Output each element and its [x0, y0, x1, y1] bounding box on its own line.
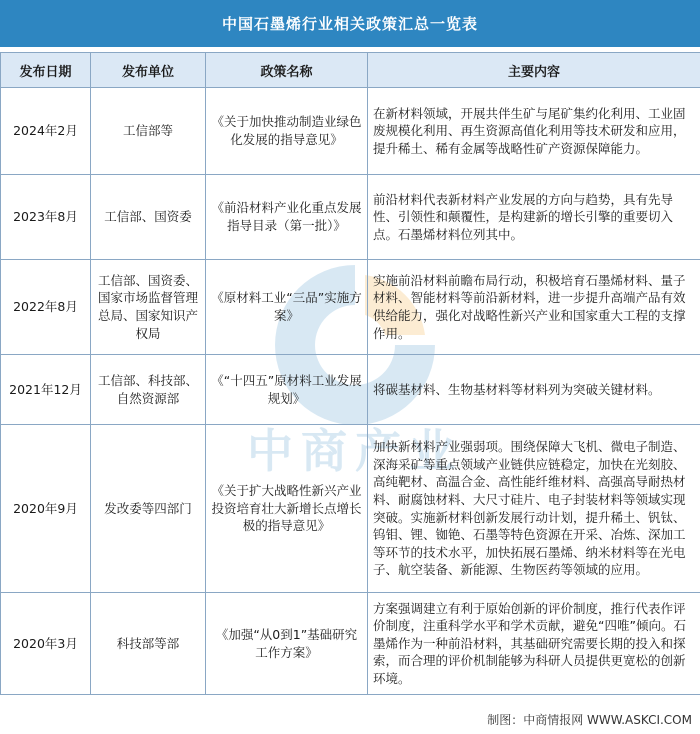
row-date: 2022年8月 [1, 260, 91, 355]
row-content: 加快新材料产业强弱项。围绕保障大飞机、微电子制造、深海采矿等重点领域产业链供应链稳定，加快在光刻胶、高纯靶材、高温合金、高性能纤维材料、高强高导耐热材料、耐腐蚀材料、大尺寸硅片、电子封装材料等领域实现突破。实施新材料创新发展行动计划，提升稀土、钒钛、钨钼、锂、铷铯、石墨等特色资源在开采、冶炼、深加工等环节的技术水平，加快拓展石墨烯、纳米材料等在光电子、航空装备、新能源、生物医药等领域的应用。 [368, 425, 700, 593]
row-content: 在新材料领域，开展共伴生矿与尾矿集约化利用、工业固废规模化利用、再生资源高值化利用等技术研发和应用，提升稀土、稀有金属等战略性矿产资源保障能力。 [368, 88, 700, 175]
row-policy-name: 《关于扩大战略性新兴产业投资培育壮大新增长点增长极的指导意见》 [206, 425, 368, 593]
row-unit: 科技部等部 [91, 593, 206, 695]
row-unit: 工信部、科技部、自然资源部 [91, 355, 206, 425]
watermark-text: 中商产业 [247, 424, 463, 478]
row-date: 2020年3月 [1, 593, 91, 695]
header-date: 发布日期 [1, 53, 91, 88]
header-unit: 发布单位 [91, 53, 206, 88]
row-content: 将碳基材料、生物基材料等材料列为突破关键材料。 [368, 355, 700, 425]
table-row [1, 175, 700, 260]
table-row [1, 593, 700, 695]
row-unit: 工信部等 [91, 88, 206, 175]
row-unit: 工信部、国资委 [91, 175, 206, 260]
row-date: 2021年12月 [1, 355, 91, 425]
header-content: 主要内容 [368, 53, 700, 88]
row-date: 2020年9月 [1, 425, 91, 593]
row-content: 实施前沿材料前瞻布局行动，积极培育石墨烯材料、量子材料、智能材料等前沿新材料，进一步提升高端产品有效供给能力，强化对战略性新兴产业和国家重大工程的支撑作用。 [368, 260, 700, 355]
footer-credit: 制图：中商情报网 WWW.ASKCI.COM [487, 713, 692, 727]
row-policy-name: 《加强“从0到1”基础研究工作方案》 [206, 593, 368, 695]
row-policy-name: 《前沿材料产业化重点发展指导目录（第一批）》 [206, 175, 368, 260]
policy-table [0, 52, 700, 695]
row-policy-name: 《“十四五”原材料工业发展规划》 [206, 355, 368, 425]
table-row [1, 260, 700, 355]
row-date: 2023年8月 [1, 175, 91, 260]
row-unit: 发改委等四部门 [91, 425, 206, 593]
row-unit: 工信部、国资委、国家市场监督管理总局、国家知识产权局 [91, 260, 206, 355]
header-name: 政策名称 [206, 53, 368, 88]
row-content: 前沿材料代表新材料产业发展的方向与趋势，具有先导性、引领性和颠覆性，是构建新的增长引擎的重要切入点。石墨烯材料位列其中。 [368, 175, 700, 260]
row-policy-name: 《原材料工业“三品”实施方案》 [206, 260, 368, 355]
table-row [1, 88, 700, 175]
page-title: 中国石墨烯行业相关政策汇总一览表 [0, 0, 700, 47]
table-header-row [1, 53, 700, 88]
table-row [1, 425, 700, 593]
table-row [1, 355, 700, 425]
row-policy-name: 《关于加快推动制造业绿色化发展的指导意见》 [206, 88, 368, 175]
row-date: 2024年2月 [1, 88, 91, 175]
row-content: 方案强调建立有利于原始创新的评价制度，推行代表作评价制度，注重科学水平和学术贡献，避免“四唯”倾向。石墨烯作为一种前沿材料，其基础研究需要长期的投入和探索，而合理的评价机制能够为科研人员提供更宽松的创新环境。 [368, 593, 700, 695]
